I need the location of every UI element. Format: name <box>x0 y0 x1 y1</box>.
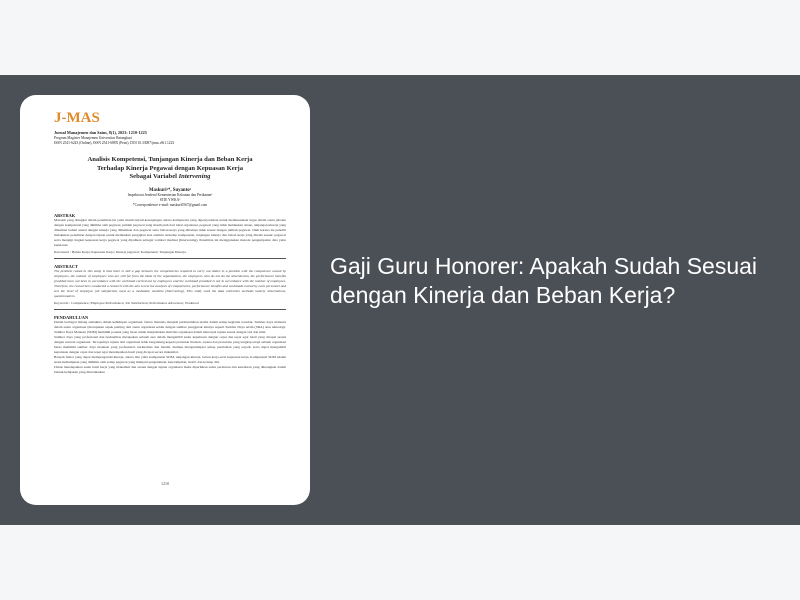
intro-paragraph: Sumber daya yang profesional dan berkualitas merupakan sebuah aset dalam mengambil suatu keputusan dengan cepat dan tepat agar hasil yang dicapai sesuai dengan sasaran organisasi. Tercapainya tujuan dari organisasi tidak bergantung kepada peralatan modern, sarana dan prasarana yang lengkap tetapi sebuah organisasi harus memiliki sumber daya manusia yang profesional, berkualitas dan handal, mampu mengantisipasi setiap perubahan yang terjadi, serta dapat mengambil keputusan dengan cepat dan tepat agar mendapatkan hasil yang dicapai secara maksimal. <box>54 334 286 354</box>
kata-kunci: Kata kunci : Beban Kerja; Kepuasan Kerja; Kinerja pegawai; Kompetensi; Tunjangan Kinerja. <box>54 249 187 254</box>
paper-title-line2: Terhadap Kinerja Pegawai dengan Kepuasan Kerja <box>96 164 244 172</box>
journal-issn: ISSN 2541-6243 (Online), ISSN 2541-688X (Print), DOI 10.33087/jmas.v8i1.1223 <box>54 141 175 145</box>
paper-title-line1: Analisis Kompetensi, Tunjangan Kinerja dan Beban Kerja <box>87 156 253 163</box>
journal-program: Program Magister Manajemen Universitas Batanghari <box>54 136 132 140</box>
article-headline[interactable]: Gaji Guru Honorer: Apakah Sudah Sesuai dengan Kinerja dan Beban Kerja? <box>330 253 758 308</box>
journal-logo: J-MAS <box>54 110 100 126</box>
paper-affiliation <box>54 193 286 208</box>
abstract-heading: ABSTRACT <box>54 263 78 269</box>
paper-title <box>54 156 286 182</box>
divider <box>54 258 286 259</box>
journal-info <box>54 130 286 146</box>
keywords: Keywords : Competence; Employee Performance; Job Satisfaction; Performance Allowance; Workload <box>54 300 199 305</box>
affiliation-1: Inspektorat Jenderal Kementerian Kelautan dan Perikanan¹ <box>127 192 213 197</box>
paper-title-line3: Sebagai Variabel <box>129 173 177 181</box>
correspondence-email: *Correspondence e-mail: maskuri0567@gmail.com <box>132 202 208 207</box>
intro-heading: PENDAHULUAN <box>54 314 89 320</box>
intro-paragraph: Untuk mendapatkan suatu hasil kerja yang maksimal dan sesuai dengan tujuan organisasi maka diperlukan suatu peraturan dan ketentuan yang dituangkan dalam bentuk kebijakan yang diberlakukan <box>54 364 286 374</box>
journal-name: Jurnal Manajemen dan Sains, 8(1), 2023: 1210-1225 <box>54 130 147 135</box>
intro-paragraph: Banyak faktor yang dapat mempengaruhi kinerja, antara lain yaitu kompetensi SDM, tunjangan kinerja, beban kerja serta kepuasan kerja. Kompetensi SDM adalah suatu kemampuan yang dimiliki oleh setiap pegawai yang meliputi pengetahuan, keterampilan, motif, dan konsep diri. <box>54 354 286 364</box>
paper-authors: Maskuri¹*, Suyanto² <box>148 187 192 193</box>
abstrak-text: Masalah yang diangkat dalam penelitian ini yaitu masih terjadi kesenjangan antara kompetensi yang dipersyaratkan untuk melaksanakan tugas dalam suatu jabatan dengan kompetensi yang dimiliki oleh pegawai, jumlah pegawai yang masih jauh dari ideal organisasi, pegawai yang tidak melakukan absen, tunjangan kinerja yang diberikan belum sesuai dengan kinerja yang dihasilkan dan pegawai serta beban kerja yang dihadapi tidak sesuai dengan jumlah pegawai. Oleh karena itu peneliti melakukan penelitian dengan tujuan untuk melakukan pengujian atas analisis terhadap kompetensi, tunjangan kinerja dan beban kerja yang diteliti sesuai/ pegawai serta menguji tingkat kepuasan kerja pegawai yang dijadikan sebagai variabel mediasi (Intervening). Penelitian ini menggunakan metode pengumpulan data yaitu kuesioner. <box>54 217 286 247</box>
divider <box>54 309 286 310</box>
affiliation-2: STIE YWKA² <box>159 197 181 202</box>
page-number: 1210 <box>161 481 169 486</box>
abstract-text: The problem raised in this study is that there is still a gap between the competencies required to carry out duties in a position with the competence owned by employees, the number of employees who are still far from the ideal of the organization, the employees who do not do the absenteeism, the performance benefits provided have not been in accordance with the workload carried out by employees and the workload provided is not in accordance with the number of employees. Therefore, the researchers conducted a research with the aim to test the analysis of competencies, performance benefits and workloads owned by each personnel and test the level of employee job satisfaction used as a mediation variable (Intervening). This study used the data collection methods namely observations, questionnaires. <box>54 268 286 298</box>
paper-thumbnail-card[interactable] <box>20 95 310 505</box>
intro-paragraph: Dalam berbagai bidang semakina dalam kehidupan organisasi, faktor manusia menjadi permasalahan utama dalam setiap kegiatan tersebut. Sumber daya manusia dalam suatu organisasi (merupakan aspek penting dari suatu organisasi selain dengan sumber penggerak lainnya seperti Sumber Daya Alam (SDA) atau teknologi. Sumber Daya Manusia (SDM) memiliki potensi yang besar untuk menjalankan aktivitas organisasi dalam mencapai tujuan sesuai dengan visi dan misi. <box>54 319 286 334</box>
abstrak-heading: ABSTRAK <box>54 212 76 218</box>
paper-page <box>54 111 286 375</box>
paper-title-italic: Intervening <box>178 173 211 181</box>
